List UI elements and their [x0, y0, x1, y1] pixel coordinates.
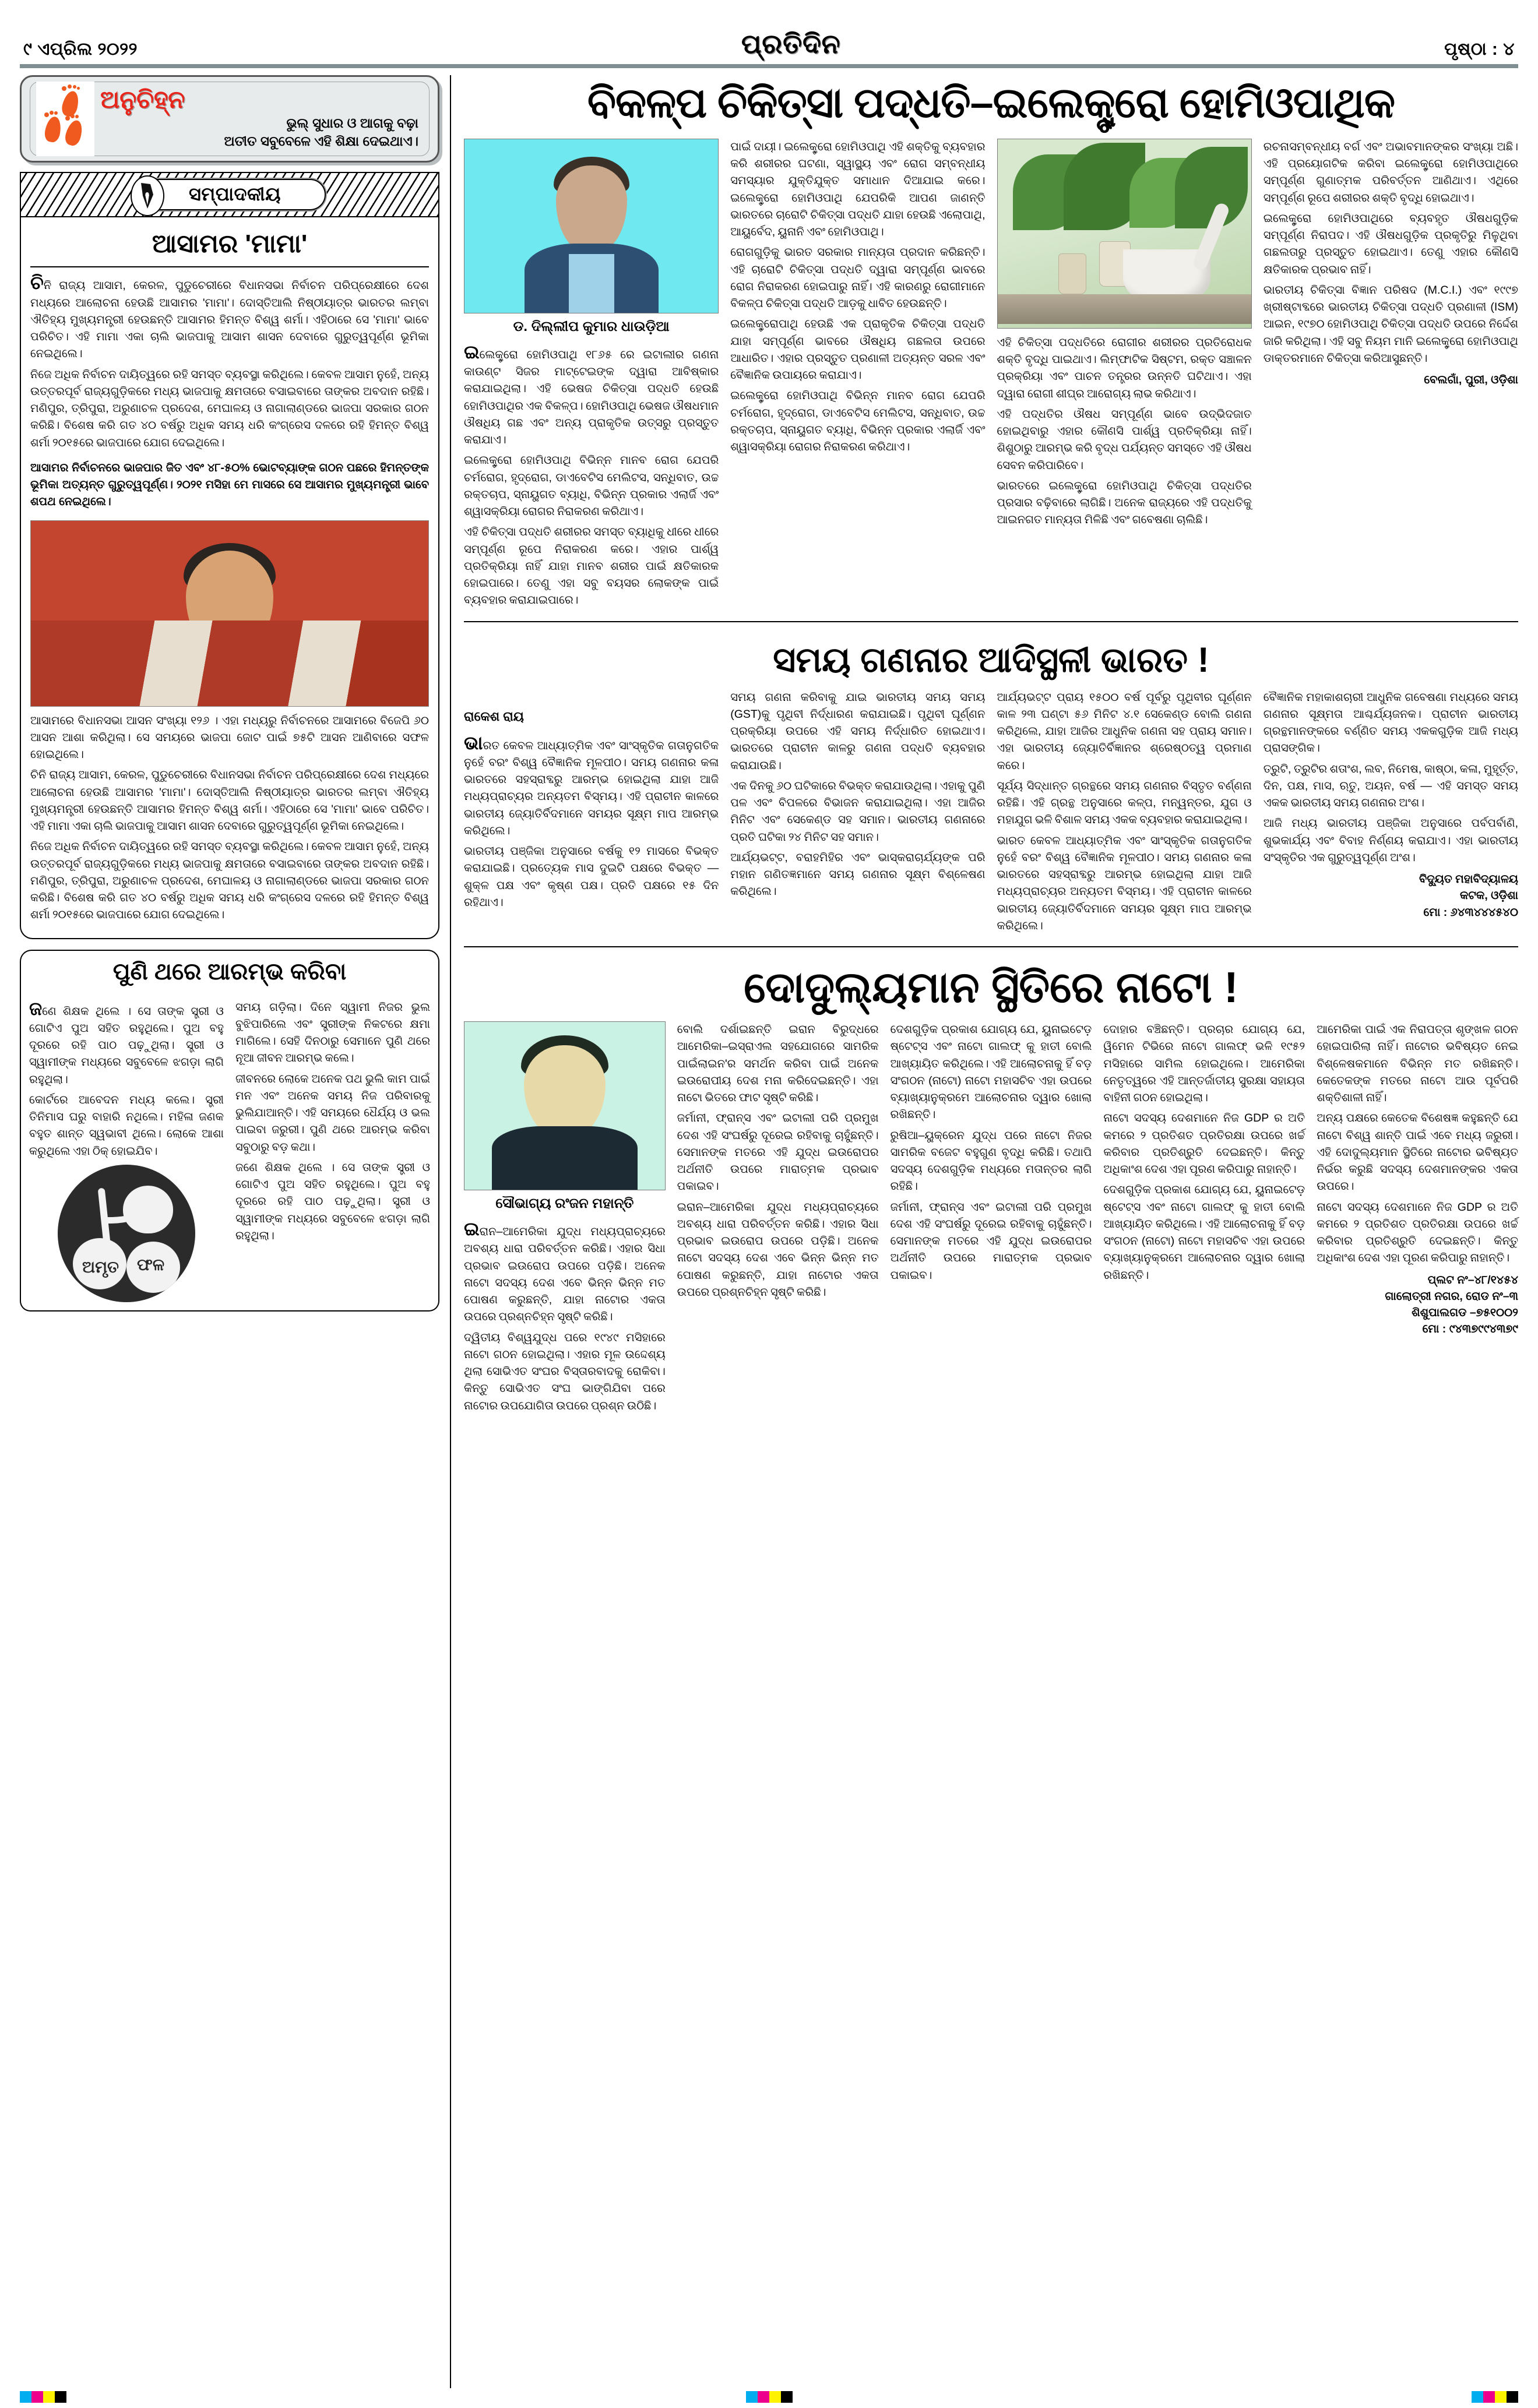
article-nato	[464, 956, 1518, 1418]
article-main-paragraph: ଇଲେକ୍ଟ୍ରୋ ହୋମିଓପାଥି ୧୮୬୫ ରେ ଇଟାଲୀର ଗଣନା କାଉଣ୍ଟ ସିଜର ମାଟ୍ଟେଇଙ୍କ ଦ୍ୱାରା ଆବିଷ୍କାର କରାଯାଇଥିଲା। ଏହି ଭେଷଜ ଚିକିତ୍ସା ପଦ୍ଧତି ହେଉଛି ହୋମିଓପାଥିର ଏକ ବିକଳ୍ପ। ହୋମିଓପାଥି ଭେଷଜ ଔଷଧମାନ ଔଷଧିୟ ଗଛ ଏବଂ ଅନ୍ୟ ପ୍ରାକୃତିକ ଉତ୍ସରୁ ପ୍ରସ୍ତୁତ କରାଯାଏ।	[464, 341, 719, 447]
article-third-headline: ଦୋଦୁଲ୍ୟମାନ ସ୍ଥିତିରେ ନାଟୋ !	[744, 963, 1238, 1011]
article-third-column-2	[677, 1021, 879, 1305]
herbal-medicine-photo	[997, 139, 1252, 329]
article-main-paragraph: ଇଲେକ୍ଟ୍ରୋ ହୋମିଓପାଥି ବିଭିନ୍ନ ମାନବ ରୋଗ ଯେପରି ଚର୍ମରୋଗ, ହୃଦ୍‌ରୋଗ, ଡାଏବେଟିସ ମେଲିଟସ, ସନ୍ଧିବାତ, ଉଚ୍ଚ ରକ୍ତଚାପ, ସ୍ନାୟୁଗତ ବ୍ୟାଧି, ବିଭିନ୍ନ ପ୍ରକାର ଏଲାର୍ଜି ଏବଂ ଶ୍ୱାସକ୍ରିୟା ରୋଗର ନିରାକରଣ କରିଥାଏ।	[730, 389, 986, 454]
left-column	[20, 75, 451, 2388]
anuchihna-tagline-1: ଭୁଲ୍ ସୁଧାର ଓ ଆଗକୁ ବଢ଼ା	[286, 115, 418, 131]
article-main-paragraph: ପାଇଁ ଦାୟୀ। ଇଲେକ୍ଟ୍ରୋ ହୋମିଓପାଥି ଏହି ଶକ୍ତିକୁ ବ୍ୟବହାର କରି ଶରୀରର ଘଟଣା, ସ୍ୱାସ୍ଥ୍ୟ ଏବଂ ରୋଗ ସମ୍ବନ୍ଧୀୟ ସମସ୍ୟାର ଯୁକ୍ତିଯୁକ୍ତ ସମାଧାନ ଦିଆଯାଇ କରେ। ଇଲେକ୍ଟ୍ରୋ ହୋମିଓପାଥି ଯେପରିକି ଆପଣ ଜାଣନ୍ତି ଭାରତରେ ଚାରୋଟି ଚିକିତ୍ସା ପଦ୍ଧତି ଯାହା ହେଉଛି ଏଲୋପାଥି, ଆୟୁର୍ବେଦ, ୟୁନାନି ଏବଂ ହୋମିଓପାଥି।	[730, 140, 986, 239]
article-third-paragraph: ଦେଶଗୁଡ଼ିକ ପ୍ରକାଶ ଯୋଗ୍ୟ ଯେ, ୟୁନାଇଟେଡ଼ ଷ୍ଟେଟ୍ସ ଏବଂ ନାଟୋ ଗାଲଫ୍ କୁ ହାତୀ ବୋଲି ଆଖ୍ୟାୟିତ କରିଥିଲେ। ଏହି ଆଲୋଚନାକୁ ହିଁ ବଡ଼ ସଂଗଠନ (ନାଟୋ) ନାଟୋ ମହାସଚିବ ଏହା ଉପରେ ବ୍ୟାଖ୍ୟାନୁକ୍ରମେ ଆଲୋଚନାର ଦ୍ୱାର ଖୋଲା ରଖିଛନ୍ତି।	[890, 1023, 1092, 1122]
article-second-paragraph: ବୈଜ୍ଞାନିକ ମହାକାଶଚାରୀ ଆଧୁନିକ ଗବେଷଣା ମଧ୍ୟରେ ସମୟ ଗଣନାର ସୂକ୍ଷ୍ମତା ଆଶ୍ଚର୍ଯ୍ୟଜନକ। ପ୍ରାଚୀନ ଭାରତୀୟ ଗ୍ରନ୍ଥମାନଙ୍କରେ ବର୍ଣ୍ଣିତ ସମୟ ଏକକଗୁଡ଼ିକ ଆଜି ମଧ୍ୟ ପ୍ରାସଙ୍ଗିକ।	[1263, 690, 1518, 755]
article-main-column-2	[730, 139, 985, 460]
article-third-paragraph: ଜର୍ମାନୀ, ଫ୍ରାନ୍ସ ଏବଂ ଇଟାଲୀ ପରି ପ୍ରମୁଖ ଦେଶ ଏହି ସଂଘର୍ଷରୁ ଦୂରେଇ ରହିବାକୁ ଚାହୁଁଛନ୍ତି। ସେମାନଙ୍କ ମତରେ ଏହି ଯୁଦ୍ଧ ଇଉରୋପର ଅର୍ଥନୀତି ଉପରେ ମାରାତ୍ମକ ପ୍ରଭାବ ପକାଇବ।	[677, 1112, 879, 1193]
anuchihna-title: ଅନୁଚିହ୍ନ	[100, 85, 185, 113]
article-third-paragraph: ନାଟୋ ସଦସ୍ୟ ଦେଶମାନେ ନିଜ GDP ର ଅତି କମରେ ୨ ପ୍ରତିଶତ ପ୍ରତିରକ୍ଷା ଉପରେ ଖର୍ଚ୍ଚ କରିବାର ପ୍ରତିଶ୍ରୁତି ଦେଇଛନ୍ତି। କିନ୍ତୁ ଅଧିକାଂଶ ଦେଶ ଏହା ପୂରଣ କରିପାରୁ ନାହାନ୍ତି।	[1317, 1200, 1518, 1265]
masthead	[20, 16, 1518, 62]
editorial-paragraph: ନିଜେ ଅଧିକ ନିର୍ବାଚନ ଦାୟିତ୍ୱରେ ରହି ସମସ୍ତ ବ୍ୟବସ୍ଥା କରିଥିଲେ। କେବଳ ଆସାମ ନୁହେଁ, ଅନ୍ୟ ଉତ୍ତରପୂର୍ବ ରାଜ୍ୟଗୁଡ଼ିକରେ ମଧ୍ୟ ଭାଜପାକୁ କ୍ଷମତାରେ ବସାଇବାରେ ତାଙ୍କର ଅବଦାନ ରହିଛି। ମଣିପୁର, ତ୍ରିପୁରା, ଅରୁଣାଚଳ ପ୍ରଦେଶ, ମେଘାଳୟ ଓ ନାଗାଲାଣ୍ଡରେ ଭାଜପା ସରକାର ଗଠନ କରିଛି। ବିଶେଷ କରି ଗତ ୪୦ ବର୍ଷରୁ ଅଧିକ ସମୟ ଧରି କଂଗ୍ରେସ ଦଳରେ ରହି ହିମନ୍ତ ବିଶ୍ୱ ଶର୍ମା ୨୦୧୫ରେ ଭାଜପାରେ ଯୋଗ ଦେଇଥିଲେ।	[30, 840, 429, 922]
editorial-section-header	[20, 172, 439, 217]
reg-mark-yellow	[1495, 2391, 1507, 2403]
article-second-column-3	[997, 689, 1252, 939]
article-main-paragraph: ଭାରତରେ ଇଲେକ୍ଟ୍ରୋ ହୋମିଓପାଥି ଚିକିତ୍ସା ପଦ୍ଧତିର ପ୍ରସାର ବଢ଼ିବାରେ ଲାଗିଛି। ଅନେକ ରାଜ୍ୟରେ ଏହି ପଦ୍ଧତିକୁ ଆଇନଗତ ମାନ୍ୟତା ମିଳିଛି ଏବଂ ଗବେଷଣା ଚାଲିଛି।	[997, 479, 1252, 527]
article-third-paragraph: ଇରାନ–ଆମେରିକା ଯୁଦ୍ଧ ମଧ୍ୟପ୍ରାଚ୍ୟରେ ଅବଶ୍ୟ ଧାରା ପରିବର୍ତ୍ତନ କରିଛି। ଏହାର ସିଧା ପ୍ରଭାବ ଇଉରୋପ ଉପରେ ପଡ଼ିଛି। ଅନେକ ନାଟୋ ସଦସ୍ୟ ଦେଶ ଏବେ ଭିନ୍ନ ଭିନ୍ନ ମତ ପୋଷଣ କରୁଛନ୍ତି, ଯାହା ନାଟୋର ଏକତା ଉପରେ ପ୍ରଶ୍ନଚିହ୍ନ ସୃଷ୍ଟି କରିଛି।	[677, 1200, 879, 1299]
reg-mark-magenta	[758, 2391, 769, 2403]
article-main-paragraph: ଇଲେକ୍ଟ୍ରୋ ହୋମିଓପାଥିରେ ବ୍ୟବହୃତ ଔଷଧଗୁଡ଼ିକ ସମ୍ପୂର୍ଣ୍ଣ ନିରାପଦ। ଏହି ଔଷଧଗୁଡ଼ିକ ପ୍ରକୃତିରୁ ମିଳୁଥିବା ଗଛଲତାରୁ ପ୍ରସ୍ତୁତ ହୋଇଥାଏ। ତେଣୁ ଏହାର କୌଣସି କ୍ଷତିକାରକ ପ୍ରଭାବ ନାହିଁ।	[1263, 211, 1518, 276]
article-second-signature-3: ମୋ : ୬୪୩୪୪୪୫୪୦	[1423, 905, 1518, 919]
article-second-paragraph: ତ୍ରୁଟି, ତ୍ରୁଟିର ଶତାଂଶ, ଲବ, ନିମେଷ, କାଷ୍ଠା, କଳା, ମୁହୂର୍ତ୍ତ, ଦିନ, ପକ୍ଷ, ମାସ, ଋତୁ, ଅୟନ, ବର୍ଷ — ଏହି ସମସ୍ତ ସମୟ ଏକକ ଭାରତୀୟ ସମୟ ଗଣନାର ଅଂଶ।	[1263, 762, 1518, 809]
newspaper-logo: ପ୍ରତିଦିନ	[741, 29, 841, 59]
article-main-paragraph: ଏହି ପଦ୍ଧତିର ଔଷଧ ସମ୍ପୂର୍ଣ୍ଣ ଭାବେ ଉଦ୍ଭିଦଜାତ ହୋଇଥିବାରୁ ଏହାର କୌଣସି ପାର୍ଶ୍ୱ ପ୍ରତିକ୍ରିୟା ନାହିଁ। ଶିଶୁଠାରୁ ଆରମ୍ଭ କରି ବୃଦ୍ଧ ପର୍ଯ୍ୟନ୍ତ ସମସ୍ତେ ଏହି ଔଷଧ ସେବନ କରିପାରିବେ।	[997, 407, 1252, 472]
article-main-column-3	[997, 139, 1252, 533]
footer-registration-bar	[20, 2389, 1518, 2405]
article-second-columns	[464, 689, 1518, 939]
article-electro-homeopathy	[464, 75, 1518, 613]
author-photo-soubhagya-ranjan-mohanty	[464, 1021, 666, 1190]
article-main-paragraph: ଏହି ଚିକିତ୍ସା ପଦ୍ଧତି ଶରୀରର ସମସ୍ତ ବ୍ୟାଧିକୁ ଧୀରେ ଧୀରେ ସମ୍ପୂର୍ଣ୍ଣ ରୂପେ ନିରାକରଣ କରେ। ଏହାର ପାର୍ଶ୍ୱ ପ୍ରତିକ୍ରିୟା ନାହିଁ ଯାହା ମାନବ ଶରୀର ପାଇଁ କ୍ଷତିକାରକ ହୋଇପାରେ। ତେଣୁ ଏହା ସବୁ ବୟସର ଲୋକଙ୍କ ପାଇଁ ବ୍ୟବହାର କରାଯାଇପାରେ।	[464, 526, 719, 607]
bottom-left-article	[20, 950, 439, 1311]
editorial-paragraph: ଚିନି ରାଜ୍ୟ ଆସାମ, କେରଳ, ପୁଡୁଚେରୀରେ ବିଧାନସଭା ନିର୍ବାଚନ ପରିପ୍ରେକ୍ଷୀରେ ଦେଶ ମଧ୍ୟରେ ଆଲୋଚନା ହେଉଛି ଆସାମର 'ମାମା'। ଦୋସ୍ତିଆଲି ନିଷ୍ଠୀୟାତ୍ର ଭାରତର ଲମ୍ବା ଐତିହ୍ୟ ମୁଖ୍ୟମନ୍ତ୍ରୀ ହେଉଛନ୍ତି ଆସାମର ହିମନ୍ତ ବିଶ୍ୱ ଶର୍ମା। ଏହିଠାରେ ସେ 'ମାମା' ଭାବେ ପରିଚିତ। ଏହି ମାମା ଏକା ଚାଲି ଭାଜପାକୁ ଆସାମ ଶାସନ ଦେବାରେ ଗୁରୁତ୍ୱପୂର୍ଣ୍ଣ ଭୂମିକା ନେଇଥିଲେ।	[30, 768, 429, 833]
article-third-signature-1: ପ୍ଲଟ ନଂ–୪୮/୧୪୫୪	[1427, 1273, 1518, 1286]
article-second-byline: ରାକେଶ ରାୟ	[464, 708, 524, 724]
bottom-left-article-body	[29, 999, 430, 1302]
registration-marks-center	[746, 2391, 793, 2403]
footprints-icon	[36, 82, 94, 156]
article-main-headline: ବିକଳ୍ପ ଚିକିତ୍ସା ପଦ୍ଧତି–ଇଲେକ୍ଟ୍ରୋ ହୋମିଓପାଥିକ	[587, 80, 1395, 126]
amrita-logo-label-a: ଅମୃତ	[82, 1257, 119, 1276]
editorial-paragraph: ଆସାମରେ ବିଧାନସଭା ଆସନ ସଂଖ୍ୟା ୧୨୬ । ଏହା ମଧ୍ୟରୁ ନିର୍ବାଚନରେ ଆସାମରେ ବିଜେପି ୬୦ ଆସନ ଆଶା କରିଥିଲା। ସେ ସମୟରେ ଭାଜପା ଜୋଟ ପାଇଁ ୭୫ଟି ଆସନ ଆଣିବାରେ ସଫଳ ହୋଇଥିଲେ।	[30, 714, 429, 761]
reg-mark-yellow	[769, 2391, 781, 2403]
author-photo-dilip-kumar-dhaudia	[464, 139, 719, 313]
article-third-paragraph: ଜର୍ମାନୀ, ଫ୍ରାନ୍ସ ଏବଂ ଇଟାଲୀ ପରି ପ୍ରମୁଖ ଦେଶ ଏହି ସଂଘର୍ଷରୁ ଦୂରେଇ ରହିବାକୁ ଚାହୁଁଛନ୍ତି। ସେମାନଙ୍କ ମତରେ ଏହି ଯୁଦ୍ଧ ଇଉରୋପର ଅର୍ଥନୀତି ଉପରେ ମାରାତ୍ମକ ପ୍ରଭାବ ପକାଇବ।	[890, 1200, 1092, 1282]
article-main-column-4	[1264, 139, 1518, 389]
reg-mark-black	[55, 2391, 66, 2403]
article-second-paragraph: ଭାରତ କେବଳ ଆଧ୍ୟାତ୍ମିକ ଏବଂ ସାଂସ୍କୃତିକ ଗତାନୁଗତିକ ନୁହେଁ ବରଂ ବିଶ୍ୱ ବୈଜ୍ଞାନିକ ମୂଳପୀଠ। ସମୟ ଗଣନାର କଳା ଭାରତରେ ସହସ୍ରାବ୍ଦରୁ ଆରମ୍ଭ ହୋଇଥିଲା ଯାହା ଆଜି ମଧ୍ୟପ୍ରାଚ୍ୟର ଅନ୍ୟତମ ବିସ୍ମୟ। ଏହି ପ୍ରାଚୀନ କାଳରେ ଭାରତୀୟ ଜ୍ୟୋତିର୍ବିଦମାନେ ସମୟର ସୂକ୍ଷ୍ମ ମାପ ଆରମ୍ଭ କରିଥିଲେ।	[464, 732, 719, 837]
article-third-paragraph: ଅନ୍ୟ ପକ୍ଷରେ କେତେକ ବିଶେଷଜ୍ଞ କହୁଛନ୍ତି ଯେ ନାଟୋ ବିଶ୍ୱ ଶାନ୍ତି ପାଇଁ ଏବେ ମଧ୍ୟ ଜରୁରୀ। ଏହି ଦୋଦୁଲ୍ୟମାନ ସ୍ଥିତିରେ ନାଟୋର ଭବିଷ୍ୟତ ନିର୍ଭର କରୁଛି ସଦସ୍ୟ ଦେଶମାନଙ୍କର ଏକତା ଉପରେ।	[1317, 1112, 1518, 1193]
article-second-paragraph: ଆର୍ଯ୍ୟଭଟ୍ଟ ପ୍ରାୟ ୧୫୦୦ ବର୍ଷ ପୂର୍ବରୁ ପୃଥିବୀର ଘୂର୍ଣ୍ଣନ କାଳ ୨୩ ଘଣ୍ଟା ୫୬ ମିନିଟ ୪.୧ ସେକେଣ୍ଡ ବୋଲି ଗଣନା କରିଥିଲେ, ଯାହା ଆଜିର ଆଧୁନିକ ଗଣନା ସହ ପ୍ରାୟ ସମାନ। ଏହା ଭାରତୀୟ ଜ୍ୟୋତିର୍ବିଜ୍ଞାନର ଶ୍ରେଷ୍ଠତ୍ୱ ପ୍ରମାଣ କରେ।	[997, 690, 1252, 772]
reg-mark-yellow	[43, 2391, 55, 2403]
article-divider-1	[464, 621, 1518, 622]
editorial-pullquote: ଆସାମର ନିର୍ବାଚନରେ ଭାଜପାର ଜିତ ଏବଂ ୪୮-୫୦% ଭୋଟବ୍ୟାଙ୍କ ଗଠନ ପଛରେ ହିମନ୍ତଙ୍କ ଭୂମିକା ଅତ୍ୟନ୍ତ ଗୁରୁତ୍ୱପୂର୍ଣ୍ଣ। ୨୦୨୧ ମସିହା ମେ ମାସରେ ସେ ଆସାମର ମୁଖ୍ୟମନ୍ତ୍ରୀ ଭାବେ ଶପଥ ନେଇଥିଲେ।	[30, 461, 429, 509]
bottom-left-paragraph: କୋର୍ଟରେ ଆବେଦନ ମଧ୍ୟ କଲେ। ସ୍ତ୍ରୀ ତିନିମାସ ଘରୁ ବାହାରି ନଥିଲେ। ମହିଳା ଜଣକ ବହୁତ ଶାନ୍ତ ସ୍ୱଭାବୀ ଥିଲେ। ଲୋକେ ଆଶା କରୁଥିଲେ ଏହା ଠିକ୍ ହୋଇଯିବ।	[29, 1093, 224, 1158]
article-third-column-1	[464, 1021, 666, 1418]
article-third-paragraph: ଦୋହାର ବଞ୍ଚିଛନ୍ତି। ପ୍ରଚାର ଯୋଗ୍ୟ ଯେ, ୱିମେନ ଟିଭିରେ ନାଟୋ ଗାଲଫ୍ ଭଳି ୧୯୫୨ ମସିହାରେ ସାମିଲ ହୋଇଥିଲେ। ଆମେରିକା ନେତୃତ୍ୱରେ ଏହି ଆନ୍ତର୍ଜାତୀୟ ସୁରକ୍ଷା ସହାୟତା ବାହିନୀ ଗଠନ ହୋଇଥିଲା।	[1103, 1023, 1305, 1105]
article-main-paragraph: ରଚନାସମ୍ବନ୍ଧୀୟ ବର୍ଗ ଏବଂ ଅଭାବମାନଙ୍କର ସଂଖ୍ୟା ଅଛି। ଏହି ପ୍ରୟୋଗଟିକ କରିବା ଇଲେକ୍ଟ୍ରୋ ହୋମିଓପାଥିରେ ସମ୍ପୂର୍ଣ୍ଣ ଗୁଣାତ୍ମକ ପରିବର୍ତ୍ତନ ଆଣିଥାଏ। ଏଥିରେ ସମ୍ପୂର୍ଣ୍ଣ ରୂପେ ଶରୀରର ଶକ୍ତି ବୃଦ୍ଧି ହୋଇଥାଏ।	[1263, 140, 1518, 205]
reg-mark-magenta	[1483, 2391, 1495, 2403]
editorial-title-rule	[30, 266, 429, 267]
article-third-paragraph: ଦ୍ୱିତୀୟ ବିଶ୍ୱଯୁଦ୍ଧ ପରେ ୧୯୪୯ ମସିହାରେ ନାଟୋ ଗଠନ ହୋଇଥିଲା। ଏହାର ମୂଳ ଉଦ୍ଦେଶ୍ୟ ଥିଲା ସୋଭିଏତ ସଂଘର ବିସ୍ତାରବାଦକୁ ରୋକିବା। କିନ୍ତୁ ସୋଭିଏତ ସଂଘ ଭାଙ୍ଗିଯିବା ପରେ ନାଟୋର ଉପଯୋଗିତା ଉପରେ ପ୍ରଶ୍ନ ଉଠିଛି।	[464, 1331, 666, 1412]
bottom-left-paragraph: ଜଣେ ଶିକ୍ଷକ ଥିଲେ । ସେ ତାଙ୍କ ସ୍ତ୍ରୀ ଓ ଗୋଟିଏ ପୁଅ ସହିତ ରହୁଥିଲେ। ପୁଅ ବହୁ ଦୂରରେ ରହି ପାଠ ପଢ଼ୁଥିଲା। ସ୍ତ୍ରୀ ଓ ସ୍ୱାମୀଙ୍କ ମଧ୍ୟରେ ସବୁବେଳେ ଝଗଡ଼ା ଲାଗି ରହୁଥିଲା।	[235, 1161, 430, 1242]
article-third-signature-2: ଗାଲୋତ୍ରୀ ନଗର, ରୋଡ ନଂ–୩	[1385, 1289, 1518, 1303]
article-second-headline: ସମୟ ଗଣନାର ଆଦିସ୍ଥଳୀ ଭାରତ !	[773, 640, 1209, 679]
reg-mark-cyan	[20, 2391, 31, 2403]
reg-mark-black	[1507, 2391, 1518, 2403]
bottom-left-paragraph: ସମୟ ଗଡ଼ିଲା। ଦିନେ ସ୍ୱାମୀ ନିଜର ଭୁଲ ବୁଝିପାରିଲେ ଏବଂ ସ୍ତ୍ରୀଙ୍କ ନିକଟରେ କ୍ଷମା ମାଗିଲେ। ସେହି ଦିନଠାରୁ ସେମାନେ ପୁଣି ଥରେ ନୂଆ ଜୀବନ ଆରମ୍ଭ କଲେ।	[235, 1000, 430, 1065]
publication-date: ୯ ଏପ୍ରିଲ ୨୦୨୨	[23, 40, 138, 59]
article-second-column-2	[730, 689, 985, 904]
article-third-paragraph: ଇରାନ–ଆମେରିକା ଯୁଦ୍ଧ ମଧ୍ୟପ୍ରାଚ୍ୟରେ ଅବଶ୍ୟ ଧାରା ପରିବର୍ତ୍ତନ କରିଛି। ଏହାର ସିଧା ପ୍ରଭାବ ଇଉରୋପ ଉପରେ ପଡ଼ିଛି। ଅନେକ ନାଟୋ ସଦସ୍ୟ ଦେଶ ଏବେ ଭିନ୍ନ ଭିନ୍ନ ମତ ପୋଷଣ କରୁଛନ୍ତି, ଯାହା ନାଟୋର ଏକତା ଉପରେ ପ୍ରଶ୍ନଚିହ୍ନ ସୃଷ୍ଟି କରିଛି।	[464, 1218, 666, 1324]
article-second-paragraph: ସମୟ ଗଣନା କରିବାକୁ ଯାଇ ଭାରତୀୟ ସମୟ ସମୟ (GST)କୁ ପୃଥିବୀ ନିର୍ଦ୍ଧାରଣ କରାଯାଇଛି। ପୃଥିବୀ ଘୂର୍ଣ୍ଣନ ପ୍ରକ୍ରିୟା ଉପରେ ଏହି ସମୟ ନିର୍ଦ୍ଧାରିତ ହୋଇଥାଏ। ଭାରତରେ ପ୍ରାଚୀନ କାଳରୁ ଗଣନା ପଦ୍ଧତି ବ୍ୟବହାର କରାଯାଉଛି।	[730, 690, 986, 772]
bottom-left-paragraph: ଜୀବନରେ ଲୋକେ ଅନେକ ପଥ ଭୁଲି କାମ ପାଇଁ ମନ ଏବଂ ଅନେକ ସମୟ ନିଜ ପରିବାରକୁ ଭୁଲିଯାଆନ୍ତି। ଏହି ସମୟରେ ଧୈର୍ଯ୍ୟ ଓ ଭଲ ପାଇବା ଜରୁରୀ। ପୁଣି ଥରେ ଆରମ୍ଭ କରିବା ସବୁଠାରୁ ବଡ଼ କଥା।	[235, 1072, 430, 1154]
bottom-left-article-title: ପୁଣି ଥରେ ଆରମ୍ଭ କରିବା	[20, 950, 439, 992]
article-main-signature: ବେଲଗାଁ, ପୁରୀ, ଓଡ଼ିଶା	[1424, 373, 1518, 387]
masthead-rule	[20, 64, 1518, 68]
article-third-paragraph: ଦେଶଗୁଡ଼ିକ ପ୍ରକାଶ ଯୋଗ୍ୟ ଯେ, ୟୁନାଇଟେଡ଼ ଷ୍ଟେଟ୍ସ ଏବଂ ନାଟୋ ଗାଲଫ୍ କୁ ହାତୀ ବୋଲି ଆଖ୍ୟାୟିତ କରିଥିଲେ। ଏହି ଆଲୋଚନାକୁ ହିଁ ବଡ଼ ସଂଗଠନ (ନାଟୋ) ନାଟୋ ମହାସଚିବ ଏହା ଉପରେ ବ୍ୟାଖ୍ୟାନୁକ୍ରମେ ଆଲୋଚନାର ଦ୍ୱାର ଖୋଲା ରଖିଛନ୍ତି।	[1103, 1183, 1305, 1282]
article-third-paragraph: ଆମେରିକା ପାଇଁ ଏକ ନିରାପତ୍ତା ଶୃଙ୍ଖଳ ଗଠନ ହୋଇପାରିଲା ନାହିଁ। ନାଟୋର ଭବିଷ୍ୟତ ନେଇ ବିଶ୍ଳେଷକମାନେ ବିଭିନ୍ନ ମତ ରଖିଛନ୍ତି। କେତେକଙ୍କ ମତରେ ନାଟୋ ଆଉ ପୂର୍ବପରି ଶକ୍ତିଶାଳୀ ନାହିଁ।	[1317, 1023, 1518, 1105]
editorial-article	[20, 217, 439, 939]
article-second-column-4	[1264, 689, 1518, 921]
editorial-title: ଆସାମର 'ମାମା'	[152, 230, 308, 258]
article-second-paragraph: ଆର୍ଯ୍ୟଭଟ୍ଟ, ବରାହମିହିର ଏବଂ ଭାସ୍କରାଚାର୍ଯ୍ୟଙ୍କ ପରି ମହାନ ଗଣିତଜ୍ଞମାନେ ସମୟ ଗଣନାର ସୂକ୍ଷ୍ମ ବିଶ୍ଳେଷଣ କରିଥିଲେ।	[730, 851, 986, 898]
article-third-column-3	[891, 1021, 1092, 1288]
article-second-paragraph: ସୂର୍ଯ୍ୟ ସିଦ୍ଧାନ୍ତ ଗ୍ରନ୍ଥରେ ସମୟ ଗଣନାର ବିସ୍ତୃତ ବର୍ଣ୍ଣନା ରହିଛି। ଏହି ଗ୍ରନ୍ଥ ଅନୁସାରେ କଳ୍ପ, ମନ୍ୱନ୍ତର, ଯୁଗ ଓ ମହାଯୁଗ ଭଳି ବିଶାଳ ସମୟ ଏକକ ବ୍ୟବହାର କରାଯାଇଥିଲା।	[997, 779, 1252, 827]
article-second-column-1	[464, 689, 719, 915]
author-photo-caption: ଡ. ଦିଲ୍ଲୀପ କୁମାର ଧାଉଡ଼ିଆ	[513, 318, 670, 334]
editorial-paragraph: ଚିନି ରାଜ୍ୟ ଆସାମ, କେରଳ, ପୁଡୁଚେରୀରେ ବିଧାନସଭା ନିର୍ବାଚନ ପରିପ୍ରେକ୍ଷୀରେ ଦେଶ ମଧ୍ୟରେ ଆଲୋଚନା ହେଉଛି ଆସାମର 'ମାମା'। ଦୋସ୍ତିଆଲି ନିଷ୍ଠୀୟାତ୍ର ଭାରତର ଲମ୍ବା ଐତିହ୍ୟ ମୁଖ୍ୟମନ୍ତ୍ରୀ ହେଉଛନ୍ତି ଆସାମର ହିମନ୍ତ ବିଶ୍ୱ ଶର୍ମା। ଏହିଠାରେ ସେ 'ମାମା' ଭାବେ ପରିଚିତ। ଏହି ମାମା ଏକା ଚାଲି ଭାଜପାକୁ ଆସାମ ଶାସନ ଦେବାରେ ଗୁରୁତ୍ୱପୂର୍ଣ୍ଣ ଭୂମିକା ନେଇଥିଲେ।	[30, 272, 429, 361]
amrita-phala-logo	[58, 1165, 195, 1302]
author-photo-caption: ସୌଭାଗ୍ୟ ରଂଜନ ମହାନ୍ତି	[495, 1196, 634, 1212]
anuchihna-tagline-2: ଅତୀତ ସବୁବେଳେ ଏହି ଶିକ୍ଷା ଦେଇଥାଏ।	[224, 133, 418, 149]
article-main-paragraph: ଭାରତୀୟ ଚିକିତ୍ସା ବିଜ୍ଞାନ ପରିଷଦ (M.C.I.) ଏବଂ ୧୯୯୭ ଖ୍ରୀଷ୍ଟାବ୍ଦରେ ଭାରତୀୟ ଚିକିତ୍ସା ପଦ୍ଧତି ପ୍ରଣାଳୀ (ISM) ଆଇନ, ୧୯୭୦ ହୋମିଓପାଥି ଚିକିତ୍ସା ପଦ୍ଧତି ଉପରେ ନିର୍ଦ୍ଦେଶ ଜାରି କରିଥିଲା। ଏହି ସବୁ ନିୟମ ମାନି ଇଲେକ୍ଟ୍ରୋ ହୋମିଓପାଥି ଡାକ୍ତରମାନେ ଚିକିତ୍ସା କରିଆସୁଛନ୍ତି।	[1263, 283, 1518, 365]
editorial-section-label: ସମ୍ପାଦକୀୟ	[188, 184, 281, 205]
anuchihna-banner	[20, 75, 439, 163]
article-second-paragraph: ଆଜି ମଧ୍ୟ ଭାରତୀୟ ପଞ୍ଜିକା ଅନୁସାରେ ପର୍ବପର୍ବାଣି, ଶୁଭକାର୍ଯ୍ୟ ଏବଂ ବିବାହ ନିର୍ଣ୍ଣୟ କରାଯାଏ। ଏହା ଭାରତୀୟ ସଂସ୍କୃତିର ଏକ ଗୁରୁତ୍ୱପୂର୍ଣ୍ଣ ଅଂଶ।	[1263, 817, 1518, 864]
article-third-paragraph: ବୋଲି ଦର୍ଶାଇଛନ୍ତି ଇରାନ ବିରୁଦ୍ଧରେ ଆମେରିକା–ଇସ୍ରାଏଲ ସହଯୋଗରେ ସାମରିକ ପାଇଁଲାଇନ'ର ସମର୍ଥନ କରିବା ପାଇଁ ଅନେକ ଇଉରୋପୀୟ ଦେଶ ମନା କରିଦେଇଛନ୍ତି। ଏହା ନାଟୋ ଭିତରେ ଫାଟ ସୃଷ୍ଟି କରିଛି।	[677, 1023, 879, 1105]
article-third-column-5	[1317, 1021, 1518, 1338]
article-third-column-4	[1103, 1021, 1305, 1288]
article-time-calculation	[464, 630, 1518, 938]
registration-marks-right	[1472, 2391, 1518, 2403]
page-content	[20, 75, 1518, 2388]
article-third-signature-3: ଶିଶୁପାଲଗଡ –୭୫୧୦୦୨	[1412, 1306, 1518, 1320]
article-main-paragraph: ଇଲେକ୍ଟ୍ରୋପାଥି ହେଉଛି ଏକ ପ୍ରାକୃତିକ ଚିକିତ୍ସା ପଦ୍ଧତି ଯାହା ସମ୍ପୂର୍ଣ୍ଣ ଭାବରେ ଔଷଧିୟ ଗଛଲତା ଉପରେ ଆଧାରିତ। ଏହାର ପ୍ରସ୍ତୁତ ପ୍ରଣାଳୀ ଅତ୍ୟନ୍ତ ସରଳ ଏବଂ ବୈଜ୍ଞାନିକ ଉପାୟରେ କରାଯାଏ।	[730, 318, 986, 382]
article-third-columns	[464, 1021, 1518, 1418]
article-second-paragraph: ଏକ ଦିନକୁ ୬୦ ଘଟିକାରେ ବିଭକ୍ତ କରାଯାଉଥିଲା। ଏହାକୁ ପୁଣି ପଳ ଏବଂ ବିପଳରେ ବିଭାଜନ କରାଯାଇଥିଲା। ଏହା ଆଜିର ମିନିଟ ଏବଂ ସେକେଣ୍ଡ ସହ ସମାନ। ଭାରତୀୟ ଗଣନାରେ ପ୍ରତି ଘଟିକା ୨୪ ମିନିଟ ସହ ସମାନ।	[730, 779, 986, 844]
article-divider-2	[464, 946, 1518, 947]
reg-mark-cyan	[1472, 2391, 1483, 2403]
article-third-signature-4: ମୋ : ୯୪୩୭୯୯୪୩୭୯	[1422, 1323, 1518, 1336]
main-column	[451, 75, 1518, 2388]
registration-marks-left	[20, 2391, 66, 2403]
bottom-left-paragraph: ଜଣେ ଶିକ୍ଷକ ଥିଲେ । ସେ ତାଙ୍କ ସ୍ତ୍ରୀ ଓ ଗୋଟିଏ ପୁଅ ସହିତ ରହୁଥିଲେ। ପୁଅ ବହୁ ଦୂରରେ ରହି ପାଠ ପଢ଼ୁଥିଲା। ସ୍ତ୍ରୀ ଓ ସ୍ୱାମୀଙ୍କ ମଧ୍ୟରେ ସବୁବେଳେ ଝଗଡ଼ା ଲାଗି ରହୁଥିଲା।	[29, 997, 224, 1086]
reg-mark-cyan	[746, 2391, 758, 2403]
anuchihna-text-block	[100, 87, 423, 150]
article-third-paragraph: ରୁଷିଆ–ୟୁକ୍ରେନ ଯୁଦ୍ଧ ପରେ ନାଟୋ ନିଜର ସାମରିକ ବଜେଟ ବହୁଗୁଣ ବୃଦ୍ଧି କରିଛି। ତଥାପି ସଦସ୍ୟ ଦେଶଗୁଡ଼ିକ ମଧ୍ୟରେ ମତାନ୍ତର ଲାଗି ରହିଛି।	[890, 1129, 1092, 1193]
editorial-paragraph: ନିଜେ ଅଧିକ ନିର୍ବାଚନ ଦାୟିତ୍ୱରେ ରହି ସମସ୍ତ ବ୍ୟବସ୍ଥା କରିଥିଲେ। କେବଳ ଆସାମ ନୁହେଁ, ଅନ୍ୟ ଉତ୍ତରପୂର୍ବ ରାଜ୍ୟଗୁଡ଼ିକରେ ମଧ୍ୟ ଭାଜପାକୁ କ୍ଷମତାରେ ବସାଇବାରେ ତାଙ୍କର ଅବଦାନ ରହିଛି। ମଣିପୁର, ତ୍ରିପୁରା, ଅରୁଣାଚଳ ପ୍ରଦେଶ, ମେଘାଳୟ ଓ ନାଗାଲାଣ୍ଡରେ ଭାଜପା ସରକାର ଗଠନ କରିଛି। ବିଶେଷ କରି ଗତ ୪୦ ବର୍ଷରୁ ଅଧିକ ସମୟ ଧରି କଂଗ୍ରେସ ଦଳରେ ରହି ହିମନ୍ତ ବିଶ୍ୱ ଶର୍ମା ୨୦୧୫ରେ ଭାଜପାରେ ଯୋଗ ଦେଇଥିଲେ।	[30, 368, 429, 449]
editorial-portrait-photo	[30, 520, 429, 707]
reg-mark-black	[781, 2391, 793, 2403]
anuchihna-inner-frame	[30, 82, 430, 156]
article-main-columns	[464, 139, 1518, 613]
article-second-paragraph: ଭାରତ କେବଳ ଆଧ୍ୟାତ୍ମିକ ଏବଂ ସାଂସ୍କୃତିକ ଗତାନୁଗତିକ ନୁହେଁ ବରଂ ବିଶ୍ୱ ବୈଜ୍ଞାନିକ ମୂଳପୀଠ। ସମୟ ଗଣନାର କଳା ଭାରତରେ ସହସ୍ରାବ୍ଦରୁ ଆରମ୍ଭ ହୋଇଥିଲା ଯାହା ଆଜି ମଧ୍ୟପ୍ରାଚ୍ୟର ଅନ୍ୟତମ ବିସ୍ମୟ। ଏହି ପ୍ରାଚୀନ କାଳରେ ଭାରତୀୟ ଜ୍ୟୋତିର୍ବିଦମାନେ ସମୟର ସୂକ୍ଷ୍ମ ମାପ ଆରମ୍ଭ କରିଥିଲେ।	[997, 834, 1252, 932]
pen-nib-icon	[131, 175, 164, 216]
article-second-signature-2: କଟକ, ଓଡ଼ିଶା	[1459, 889, 1518, 902]
article-main-paragraph: ଇଲେକ୍ଟ୍ରୋ ହୋମିଓପାଥି ବିଭିନ୍ନ ମାନବ ରୋଗ ଯେପରି ଚର୍ମରୋଗ, ହୃଦ୍‌ରୋଗ, ଡାଏବେଟିସ ମେଲିଟସ, ସନ୍ଧିବାତ, ଉଚ୍ଚ ରକ୍ତଚାପ, ସ୍ନାୟୁଗତ ବ୍ୟାଧି, ବିଭିନ୍ନ ପ୍ରକାର ଏଲାର୍ଜି ଏବଂ ଶ୍ୱାସକ୍ରିୟା ରୋଗର ନିରାକରଣ କରିଥାଏ।	[464, 454, 719, 519]
article-main-column-1	[464, 139, 719, 613]
article-main-paragraph: ରୋଗଗୁଡ଼ିକୁ ଭାରତ ସରକାର ମାନ୍ୟତା ପ୍ରଦାନ କରିଛନ୍ତି। ଏହି ଚାରୋଟି ଚିକିତ୍ସା ପଦ୍ଧତି ଦ୍ୱାରା ସମ୍ପୂର୍ଣ୍ଣ ଭାବରେ ରୋଗ ନିରାକରଣ ହୋଇପାରୁ ନାହିଁ। ଏହି କାରଣରୁ ରୋଗୀମାନେ ବିକଳ୍ପ ଚିକିତ୍ସା ପଦ୍ଧତି ଆଡ଼କୁ ଧାବିତ ହେଉଛନ୍ତି।	[730, 246, 986, 311]
article-third-paragraph: ନାଟୋ ସଦସ୍ୟ ଦେଶମାନେ ନିଜ GDP ର ଅତି କମରେ ୨ ପ୍ରତିଶତ ପ୍ରତିରକ୍ଷା ଉପରେ ଖର୍ଚ୍ଚ କରିବାର ପ୍ରତିଶ୍ରୁତି ଦେଇଛନ୍ତି। କିନ୍ତୁ ଅଧିକାଂଶ ଦେଶ ଏହା ପୂରଣ କରିପାରୁ ନାହାନ୍ତି।	[1103, 1112, 1305, 1176]
reg-mark-magenta	[31, 2391, 43, 2403]
article-second-signature-1: ବିଦ୍ୟୁତ ମହାବିଦ୍ୟାଳୟ	[1419, 873, 1518, 886]
amrita-logo-label-b: ଫଳ	[137, 1255, 165, 1274]
page-number-label: ପୃଷ୍ଠା : ୪	[1444, 40, 1515, 59]
article-second-paragraph: ଭାରତୀୟ ପଞ୍ଜିକା ଅନୁସାରେ ବର୍ଷକୁ ୧୨ ମାସରେ ବିଭକ୍ତ କରାଯାଇଛି। ପ୍ରତ୍ୟେକ ମାସ ଦୁଇଟି ପକ୍ଷରେ ବିଭକ୍ତ — ଶୁକ୍ଳ ପକ୍ଷ ଏବଂ କୃଷ୍ଣ ପକ୍ଷ। ପ୍ରତି ପକ୍ଷରେ ୧୫ ଦିନ ରହିଥାଏ।	[464, 845, 719, 909]
article-main-paragraph: ଏହି ଚିକିତ୍ସା ପଦ୍ଧତିରେ ରୋଗୀର ଶରୀରର ପ୍ରତିରୋଧକ ଶକ୍ତି ବୃଦ୍ଧି ପାଇଥାଏ। ଲିମ୍ଫାଟିକ ସିଷ୍ଟମ, ରକ୍ତ ସଞ୍ଚାଳନ ପ୍ରକ୍ରିୟା ଏବଂ ପାଚନ ତନ୍ତ୍ରର ଉନ୍ନତି ଘଟିଥାଏ। ଏହା ଦ୍ୱାରା ରୋଗୀ ଶୀଘ୍ର ଆରୋଗ୍ୟ ଲାଭ କରିଥାଏ।	[997, 336, 1252, 400]
